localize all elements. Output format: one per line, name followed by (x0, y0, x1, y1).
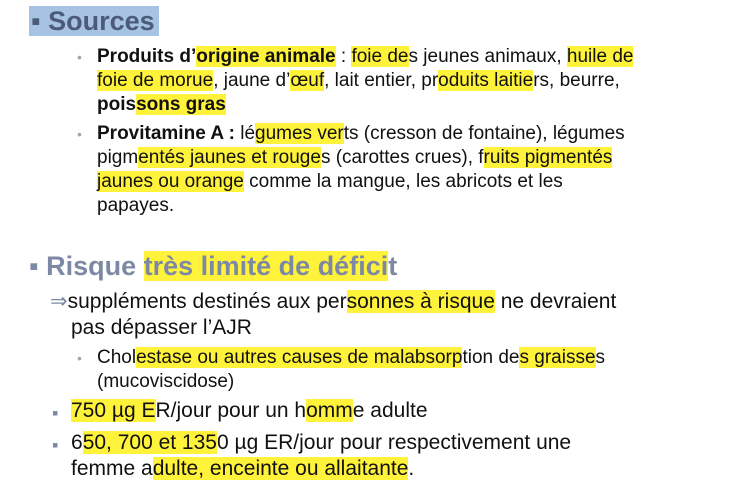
square-bullet-icon: ▪ (52, 403, 59, 423)
animal-line-1: Produits d’origine animale : foie des jeunes animaux, huile de (97, 46, 634, 67)
cholestase-item (77, 346, 82, 370)
provitamin-line-1: Provitamine A : légumes verts (cresson de fontaine), légumes (97, 123, 625, 144)
sources-heading: Sources (48, 6, 155, 36)
supplements-line-1: ⇒suppléments destinés aux personnes à risque ne devraient (50, 290, 617, 313)
dose-woman-line-2: femme adulte, enceinte ou allaitante. (71, 457, 415, 480)
risk-heading-a: Risque (46, 251, 144, 281)
square-bullet-icon: ▪ (52, 435, 59, 455)
animal-line-3: poissons gras (97, 94, 226, 115)
provitamin-line-3: jaunes ou orange comme la mangue, les abricots et les (97, 171, 563, 192)
sources-provitamin-item (77, 122, 82, 146)
square-bullet-icon: ▪ (31, 6, 41, 36)
cholestase-line-1: Cholestase ou autres causes de malabsorption des graisses (97, 347, 606, 368)
dose-woman-line-1: 650, 700 et 1350 µg ER/jour pour respectivement une (71, 431, 572, 454)
round-bullet-icon: • (77, 49, 82, 65)
dose-man-item (52, 400, 58, 426)
round-bullet-icon: • (77, 350, 82, 366)
provitamin-line-2: pigmentés jaunes et rouges (carottes crues), fruits pigmentés (97, 147, 613, 168)
animal-line-2: foie de morue, jaune d’œuf, lait entier, produits laitiers, beurre, (97, 70, 620, 91)
round-bullet-icon: • (77, 126, 82, 142)
square-bullet-icon: ▪ (29, 251, 39, 281)
dose-woman-item (52, 432, 58, 458)
section-risk-title (29, 249, 397, 283)
risk-heading-b: t (388, 251, 398, 281)
provitamin-line-4: papayes. (97, 195, 175, 216)
dose-man-line: 750 µg ER/jour pour un homme adulte (71, 399, 428, 422)
section-sources-title (29, 4, 159, 38)
cholestase-line-2: (mucoviscidose) (97, 371, 235, 392)
supplements-line-2: pas dépasser l’AJR (71, 316, 252, 339)
risk-heading-highlight: très limité de défici (143, 251, 389, 281)
sources-animal-item (77, 45, 82, 69)
double-arrow-icon: ⇒ (50, 290, 68, 313)
